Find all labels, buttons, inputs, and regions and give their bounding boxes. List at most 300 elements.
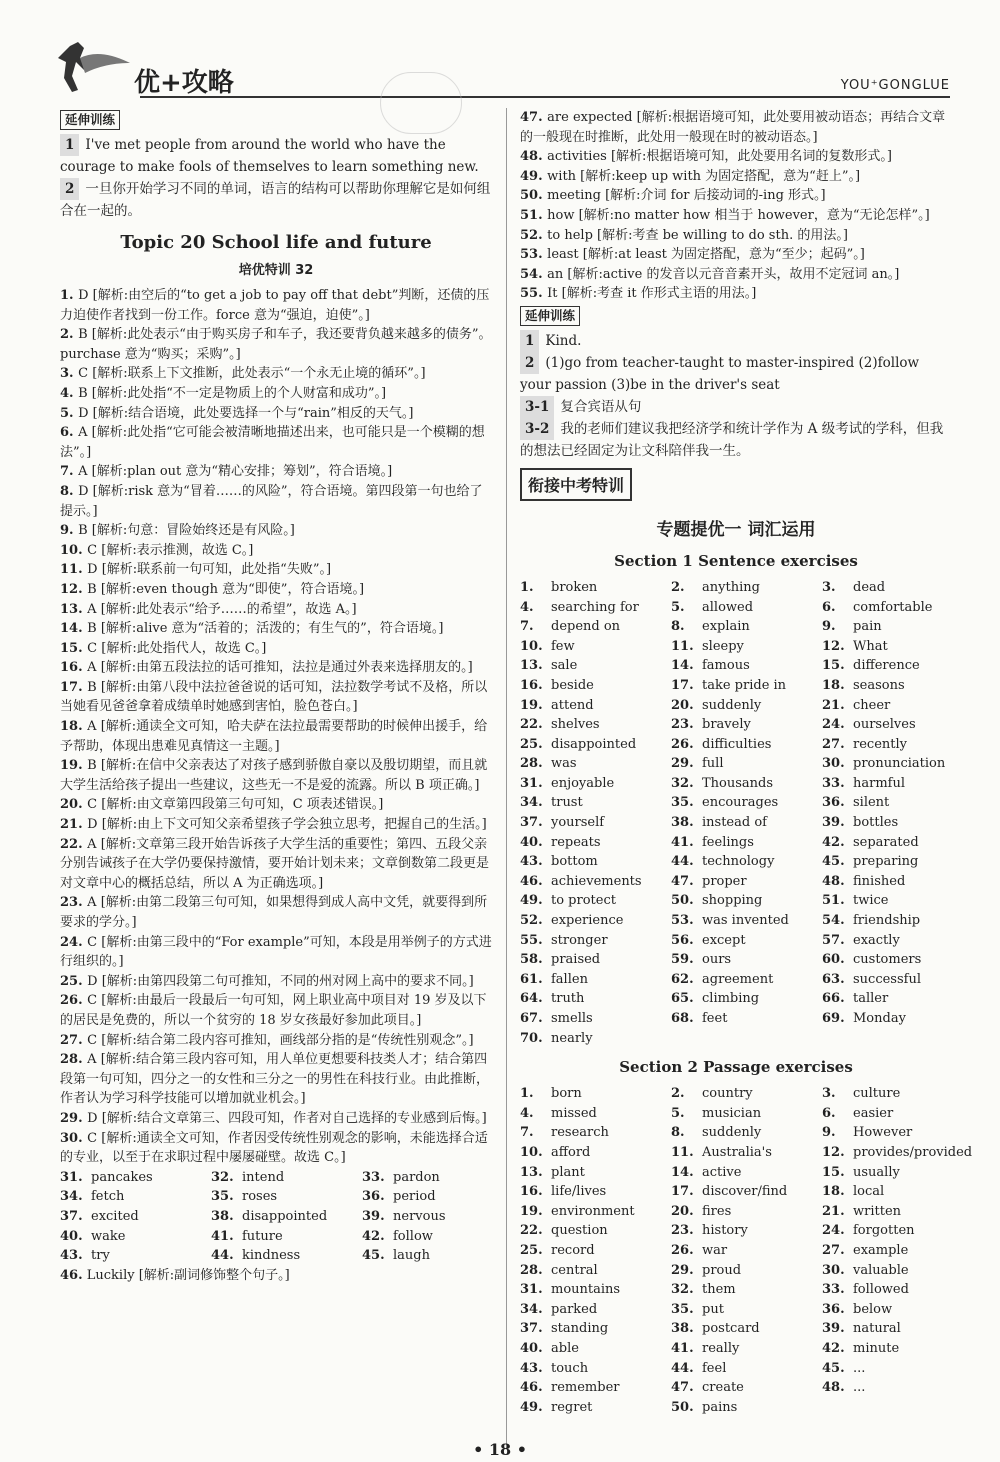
item-number: 3-2	[520, 418, 554, 440]
answer-explanation: [解析:由文章第四段第三句可知，C 项表述错误。]	[101, 797, 384, 813]
right-column	[520, 108, 973, 1417]
answer-item	[520, 108, 952, 147]
answer-letter: A	[87, 836, 101, 852]
answer-explanation: to help [解析:考查 be willing to do sth. 的用法。]	[547, 227, 848, 243]
training-subtitle: 培优特训 32	[238, 263, 314, 278]
word-answer: pancakes	[91, 1169, 153, 1185]
answer-explanation: It [解析:考查 it 作形式主语的用法。]	[547, 286, 757, 302]
word-answer: bottom	[551, 854, 598, 870]
answer-letter: C	[78, 366, 93, 382]
word-number: 33.	[822, 1282, 845, 1298]
answer-number: 25.	[60, 973, 88, 989]
word-number: 35.	[671, 1301, 694, 1317]
word-answer: encourages	[702, 795, 779, 811]
word-answer: separated	[853, 834, 919, 850]
word-number: 28.	[520, 756, 543, 772]
answer-number: 2.	[60, 327, 79, 343]
word-number: 13.	[520, 1164, 543, 1180]
word-answer: plant	[551, 1164, 585, 1180]
answer-letter: D	[78, 288, 93, 303]
answer-number: 27.	[60, 1032, 88, 1048]
answer-number: 26.	[60, 993, 88, 1009]
answer-letter: C	[87, 934, 102, 950]
answer-letter: B	[78, 385, 92, 401]
extension-item	[60, 134, 492, 178]
word-number: 67.	[520, 1011, 543, 1026]
answer-explanation: how [解析:no matter how 相当于 however，意为“无论怎样”。]	[547, 207, 930, 223]
answer-explanation: [解析:由第二段第三句可知，如果想得到成人高中文凭，就要得到所要求的学分。]	[60, 895, 488, 930]
answer-letter: C	[87, 1032, 102, 1048]
answer-number: 10.	[60, 542, 88, 558]
word-answer: truth	[551, 991, 585, 1007]
word-number: 7.	[520, 1125, 534, 1141]
word-number: 32.	[671, 775, 694, 791]
answer-item	[60, 404, 492, 424]
extension-tag: 延伸训练	[520, 306, 580, 326]
answer-number: 19.	[60, 758, 88, 774]
answer-explanation: [解析:结合语境，此处要选择一个与“rain”相反的天气。]	[92, 405, 414, 421]
word-answer: sleepy	[702, 638, 744, 654]
word-answer: famous	[702, 658, 750, 674]
answer-number: 14.	[60, 621, 88, 637]
answer-item	[520, 206, 952, 226]
word-number: 50.	[671, 893, 694, 909]
word-answer: kindness	[242, 1248, 301, 1264]
word-answer: exactly	[853, 932, 900, 948]
word-number: 20.	[671, 1203, 694, 1219]
answer-number: 20.	[60, 797, 88, 813]
word-answer: follow	[393, 1228, 433, 1244]
answer-number: 28.	[60, 1052, 88, 1068]
answer-item	[520, 265, 952, 285]
word-answer: feelings	[702, 834, 754, 850]
answer-explanation: [解析:plan out 意为“精心安排；筹划”，符合语境。]	[91, 464, 393, 480]
word-number: 26.	[671, 736, 694, 752]
word-number: 17.	[671, 1184, 694, 1200]
word-answer: born	[551, 1086, 582, 1102]
answer-number: 23.	[60, 895, 88, 911]
word-answer: research	[551, 1125, 609, 1141]
answer-item	[60, 541, 492, 561]
word-number: 46.	[520, 873, 543, 889]
word-number: 8.	[671, 1125, 685, 1141]
answer-item	[60, 678, 492, 717]
answer-item	[520, 245, 952, 265]
word-answer: finished	[853, 873, 906, 889]
answer-number: 47.	[520, 110, 548, 125]
word-number: 48.	[822, 1380, 845, 1396]
word-number: 36.	[822, 795, 845, 811]
left-column	[60, 108, 492, 1285]
extension-item	[60, 178, 492, 222]
word-answer: parked	[551, 1301, 598, 1317]
word-number: 47.	[671, 873, 694, 889]
word-grid	[520, 1084, 973, 1417]
word-answer: enjoyable	[551, 775, 615, 791]
answer-list	[60, 286, 492, 1168]
word-number: 14.	[671, 1164, 694, 1180]
word-number: 40.	[520, 834, 543, 850]
extension-item	[520, 330, 952, 352]
word-number: 38.	[211, 1208, 234, 1224]
answer-explanation: are expected [解析:根据语境可知，此处要用被动语态；再结合文章的一般现在时推断，此处用一般现在时的被动语态。]	[520, 110, 946, 145]
word-answer: local	[853, 1184, 885, 1200]
answer-item	[60, 1031, 492, 1051]
word-answer: difficulties	[702, 736, 772, 752]
item-text: 我的老师们建议我把经济学和统计学作为 A 级考试的学科，但我的想法已经固定为让文科陪伴我一生。	[520, 420, 944, 459]
answer-item	[520, 186, 952, 206]
word-number: 33.	[822, 775, 845, 791]
extension-item	[520, 396, 952, 418]
item-number: 2	[520, 352, 539, 374]
answer-explanation: [解析:由最后一段最后一句可知，网上职业高中项目对 19 岁及以下的居民是免费的，所以一个贫穷的 18 岁女孩最好参加此项目。]	[60, 993, 487, 1028]
answer-letter: C	[87, 542, 102, 558]
word-answer: twice	[853, 893, 889, 909]
word-answer: stronger	[551, 932, 608, 948]
word-answer: customers	[853, 952, 922, 968]
word-number: 66.	[822, 991, 845, 1007]
answer-item	[60, 933, 492, 972]
answer-letter: D	[78, 483, 93, 499]
word-number: 19.	[520, 1203, 543, 1219]
word-answer: put	[702, 1301, 724, 1317]
word-number: 16.	[520, 677, 543, 693]
answer-list	[520, 108, 952, 304]
answer-number: 49.	[520, 168, 548, 184]
answer-item	[520, 167, 952, 187]
word-answer: friendship	[853, 913, 921, 929]
word-number: 28.	[520, 1262, 543, 1278]
word-number: 15.	[822, 1164, 845, 1180]
word-number: 2.	[671, 1086, 685, 1102]
word-answer: country	[702, 1086, 753, 1102]
word-answer: bottles	[853, 815, 899, 831]
word-answer: praised	[551, 952, 601, 968]
word-answer: climbing	[702, 991, 760, 1007]
word-number: 22.	[520, 717, 543, 733]
word-number: 38.	[671, 1321, 694, 1337]
extension-tag: 延伸训练	[60, 110, 120, 130]
word-number: 39.	[822, 815, 845, 831]
word-number: 17.	[671, 677, 694, 693]
item-number: 1	[520, 330, 539, 352]
word-answer: was	[551, 756, 577, 772]
word-answer: history	[702, 1223, 748, 1239]
word-answer: repeats	[551, 834, 601, 850]
answer-number: 9.	[60, 523, 79, 539]
answer-explanation: [解析:even though 意为“即使”，符合语境。]	[100, 581, 365, 597]
header-rule	[140, 96, 950, 98]
word-answer: war	[702, 1242, 728, 1258]
word-answer: future	[242, 1228, 283, 1244]
word-answer	[853, 1398, 973, 1418]
word-number: 44.	[671, 1360, 694, 1376]
word-number: 23.	[671, 717, 694, 733]
answer-number: 1.	[60, 288, 79, 303]
header	[50, 38, 950, 100]
word-number: 8.	[671, 619, 685, 635]
word-number: 29.	[671, 1262, 694, 1278]
word-answer: example	[853, 1242, 909, 1258]
word-answer: beside	[551, 677, 594, 693]
answer-item	[60, 835, 492, 894]
extension-list	[520, 330, 952, 462]
word-number: 42.	[822, 1340, 845, 1356]
word-number: 12.	[822, 1144, 845, 1160]
answer-letter: C	[87, 993, 102, 1009]
answer-item	[60, 717, 492, 756]
answer-explanation: least [解析:at least 为固定搭配，意为“至少；起码”。]	[547, 247, 865, 263]
word-number: 58.	[520, 952, 543, 968]
answer-number: 4.	[60, 385, 79, 401]
word-answer: anything	[702, 579, 760, 595]
word-answer: experience	[551, 913, 624, 929]
word-number: 68.	[671, 1011, 694, 1026]
word-answer: try	[91, 1248, 110, 1264]
word-number: 40.	[520, 1340, 543, 1356]
word-number: 6.	[822, 599, 836, 615]
answer-number: 8.	[60, 483, 79, 499]
answer-explanation: [解析:在信中父亲表达了对孩子感到骄傲自豪以及殷切期望，而且就大学生活给孩子提出一些建议，这些无一不是爱的流露。所以 B 项正确。]	[60, 758, 488, 793]
word-answer: agreement	[702, 971, 774, 987]
word-answer: forgotten	[853, 1223, 915, 1239]
word-grid	[60, 1168, 492, 1266]
word-answer: intend	[242, 1169, 285, 1185]
word-answer: difference	[853, 658, 920, 674]
answer-letter: A	[78, 464, 92, 480]
word-answer: provides/provided	[853, 1144, 973, 1160]
word-answer: musician	[702, 1105, 762, 1121]
word-number: 31.	[520, 1282, 543, 1298]
word-number: 5.	[671, 599, 685, 615]
word-answer: postcard	[702, 1321, 760, 1337]
logo-text: 优+攻略	[134, 68, 234, 98]
word-answer: valuable	[853, 1262, 909, 1278]
answer-explanation: [解析:由空后的“to get a job to pay off that debt”判断，还债的压力迫使作者找到一份工作。force 意为“强迫，迫使”。]	[60, 288, 490, 323]
word-number	[822, 1398, 853, 1418]
word-answer: period	[393, 1189, 436, 1205]
word-number: 25.	[520, 736, 543, 752]
word-number: 63.	[822, 971, 845, 987]
answer-letter: B	[87, 758, 101, 774]
answer-item	[520, 284, 952, 304]
word-number: 1.	[520, 579, 534, 595]
word-answer: shopping	[702, 893, 763, 909]
word-answer: except	[702, 932, 746, 948]
word-number	[671, 1029, 702, 1049]
word-number: 43.	[520, 1360, 543, 1376]
answer-explanation: [解析:表示推测，故选 C。]	[101, 542, 254, 558]
word-answer: discover/find	[702, 1184, 788, 1200]
word-number: 25.	[520, 1242, 543, 1258]
answer-item	[60, 580, 492, 600]
answer-explanation: [解析:此处指“它可能会被清晰地描述出来，也可能只是一个模糊的想法”。]	[60, 425, 485, 460]
word-answer: remember	[551, 1380, 620, 1396]
answer-explanation: [解析:此处表示“由于购买房子和车子，我还要背负越来越多的债务”。purchase 意为“购买；采购”。]	[60, 327, 492, 362]
word-grid	[520, 578, 952, 1048]
word-number: 9.	[822, 619, 836, 635]
word-answer: attend	[551, 697, 594, 713]
answer-item	[60, 815, 492, 835]
answer-explanation: [解析:由第五段法拉的话可推知，法拉是通过外表来选择朋友的。]	[100, 660, 473, 676]
word-number: 51.	[822, 893, 845, 909]
answer-letter: A	[87, 895, 101, 911]
word-number: 46.	[520, 1380, 543, 1396]
answer-letter: B	[87, 679, 101, 695]
answer-item	[520, 147, 952, 167]
extension-list	[60, 134, 492, 222]
word-answer: feet	[702, 1011, 728, 1026]
word-answer: excited	[91, 1208, 139, 1224]
word-number: 21.	[822, 697, 845, 713]
item-text: (1)go from teacher-taught to master-inspired (2)follow your passion (3)be in the driver's seat	[520, 354, 920, 393]
word-answer: instead of	[702, 815, 767, 831]
word-number: 39.	[362, 1208, 385, 1224]
answer-item	[60, 619, 492, 639]
answer-explanation: meeting [解析:介词 for 后接动词的-ing 形式。]	[547, 188, 826, 204]
word-answer: create	[702, 1380, 744, 1396]
word-answer: active	[702, 1164, 742, 1180]
extension-item	[520, 352, 952, 396]
topic-title: Topic 20 School life and future	[120, 232, 432, 253]
answer-explanation: [解析:此处指“不一定是物质上的个人财富和成功”。]	[91, 385, 387, 401]
word-answer: pains	[702, 1399, 738, 1415]
answer-item: 46. Luckily [解析:副词修饰整个句子。]	[60, 1267, 290, 1283]
word-number: 45.	[362, 1248, 385, 1264]
word-answer: yourself	[551, 815, 605, 831]
answer-item	[60, 423, 492, 462]
word-answer: usually	[853, 1164, 900, 1180]
word-answer: preparing	[853, 854, 919, 870]
word-number: 56.	[671, 932, 694, 948]
word-answer: achievements	[551, 873, 642, 889]
word-number: 32.	[211, 1169, 234, 1185]
word-number: 33.	[362, 1169, 385, 1185]
word-number: 37.	[520, 1321, 543, 1337]
word-answer: shelves	[551, 717, 600, 733]
answer-item	[60, 462, 492, 482]
word-answer: sale	[551, 658, 578, 674]
answer-number: 29.	[60, 1110, 88, 1126]
word-answer: minute	[853, 1340, 900, 1356]
answer-number: 21.	[60, 817, 88, 833]
word-number: 13.	[520, 658, 543, 674]
answer-number: 13.	[60, 601, 88, 617]
answer-letter: A	[87, 601, 101, 617]
answer-item	[60, 325, 492, 364]
word-answer: really	[702, 1340, 740, 1356]
word-answer: able	[551, 1340, 579, 1356]
word-number: 4.	[520, 1105, 534, 1121]
word-number: 30.	[822, 1262, 845, 1278]
word-number: 70.	[520, 1030, 543, 1046]
word-number: 52.	[520, 913, 543, 929]
word-answer: laugh	[393, 1248, 430, 1264]
special-training-tag: 衔接中考特训	[520, 468, 632, 501]
item-text: I've met people from around the world who have the courage to make fools of themselves to learn something new.	[60, 137, 479, 175]
word-number: 47.	[671, 1380, 694, 1396]
word-answer: pronunciation	[853, 756, 946, 772]
answer-number: 17.	[60, 679, 88, 695]
word-number: 21.	[822, 1203, 845, 1219]
word-number: 40.	[60, 1228, 83, 1244]
answer-explanation: [解析:由上下文可知父亲希望孩子学会独立思考，把握自己的生活。]	[101, 817, 487, 833]
word-number: 37.	[520, 815, 543, 831]
word-number: 34.	[520, 1301, 543, 1317]
word-number: 14.	[671, 658, 694, 674]
word-answer: roses	[242, 1189, 278, 1205]
word-number: 36.	[362, 1189, 385, 1205]
word-number	[822, 1029, 853, 1049]
answer-number: 51.	[520, 207, 548, 223]
word-number: 65.	[671, 991, 694, 1007]
word-number: 24.	[822, 1223, 845, 1239]
answer-explanation: with [解析:keep up with 为固定搭配，意为“赶上”。]	[547, 168, 861, 184]
word-number: 24.	[822, 717, 845, 733]
answer-number: 16.	[60, 660, 88, 676]
word-answer	[702, 1029, 822, 1049]
answer-number: 7.	[60, 464, 79, 480]
answer-number: 5.	[60, 405, 79, 421]
answer-explanation: [解析:此处表示“给予……的希望”，故选 A。]	[100, 601, 357, 617]
item-number: 3-1	[520, 396, 554, 418]
answer-number: 54.	[520, 266, 548, 282]
word-answer: pain	[853, 619, 882, 635]
word-number: 43.	[60, 1248, 83, 1264]
word-number: 4.	[520, 599, 534, 615]
answer-explanation: [解析:由第四段第二句可推知，不同的州对网上高中的要求不同。]	[101, 973, 474, 989]
word-answer: question	[551, 1223, 608, 1239]
word-number: 5.	[671, 1105, 685, 1121]
word-answer: silent	[853, 795, 890, 811]
answer-letter: B	[87, 581, 101, 597]
answer-item	[60, 893, 492, 932]
word-answer: disappointed	[242, 1208, 328, 1224]
word-number: 49.	[520, 1399, 543, 1415]
word-number: 6.	[822, 1105, 836, 1121]
word-answer: recently	[853, 736, 907, 752]
word-answer: missed	[551, 1105, 597, 1121]
word-answer: fallen	[551, 971, 588, 987]
word-answer: ourselves	[853, 717, 916, 733]
word-number: 45.	[822, 854, 845, 870]
answer-number: 55.	[520, 286, 548, 302]
answer-number: 52.	[520, 227, 548, 243]
answer-explanation: [解析:联系前一句可知，此处指“失败”。]	[101, 562, 332, 578]
answer-item	[60, 384, 492, 404]
word-number: 19.	[520, 697, 543, 713]
word-number: 18.	[822, 1184, 845, 1200]
word-answer: allowed	[702, 599, 754, 615]
word-answer: life/lives	[551, 1184, 607, 1200]
word-number: 55.	[520, 932, 543, 948]
word-answer: Australia's	[702, 1144, 772, 1160]
answer-explanation: [解析:通读全文可知，哈夫萨在法拉最需要帮助的时候伸出援手，给予帮助，体现出患难见真情这一主题。]	[60, 719, 488, 754]
word-answer: regret	[551, 1399, 593, 1415]
section-2-title: Section 2 Passage exercises	[619, 1058, 853, 1077]
word-answer: them	[702, 1282, 736, 1298]
word-answer: below	[853, 1301, 893, 1317]
special-title: 专题提优一 词汇运用	[656, 519, 816, 540]
word-answer: comfortable	[853, 599, 933, 615]
answer-letter: C	[87, 1130, 102, 1146]
word-number: 62.	[671, 971, 694, 987]
answer-number: 53.	[520, 247, 548, 263]
word-answer: to protect	[551, 893, 616, 909]
word-answer: afford	[551, 1144, 591, 1160]
word-answer: easier	[853, 1105, 894, 1121]
answer-letter: D	[87, 562, 102, 578]
